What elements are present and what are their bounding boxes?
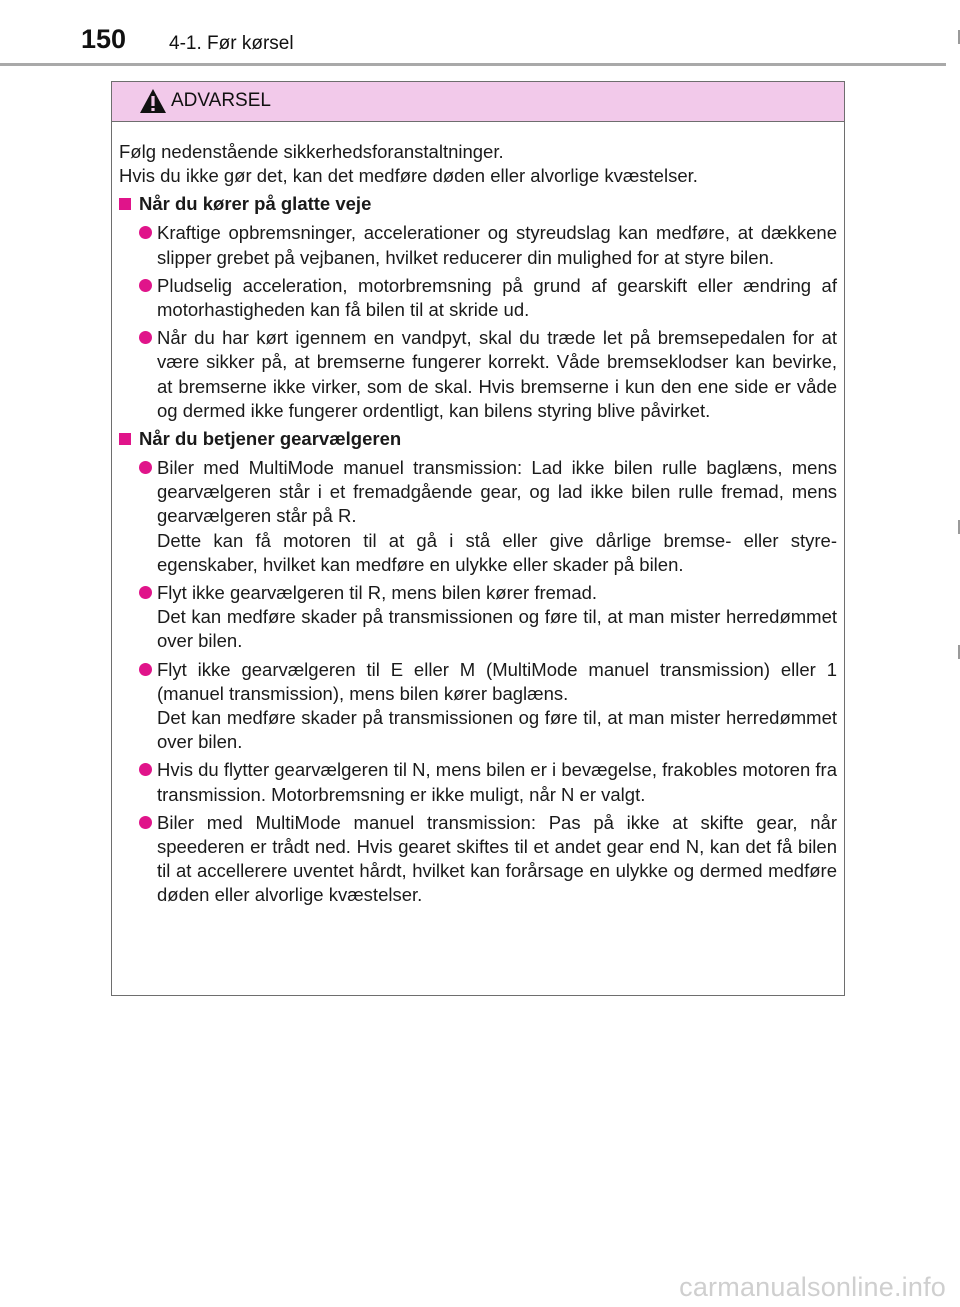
- circle-bullet-icon: [139, 663, 152, 676]
- list-item-text: Det kan medføre skader på transmissionen og føre til, at man mister herredømmet over bilen.: [157, 606, 837, 652]
- square-bullet-icon: [119, 198, 131, 210]
- warning-body: [119, 140, 837, 908]
- intro-text: Følg nedenstående sikkerhedsforanstaltninger.: [119, 141, 504, 162]
- section-heading-text: Når du betjener gearvælgeren: [139, 428, 402, 450]
- square-bullet-icon: [119, 433, 131, 445]
- list-item-text: Hvis du flytter gearvælgeren til N, mens bilen er i bevægelse, frakobles motoren fra transmission. Motorbremsning er ikke muligt, når N er valgt.: [157, 759, 837, 805]
- list-item-text: Pludselig acceleration, motorbremsning på grund af gearskift eller ændring af motorhastigheden kan få bilen til at skride ud.: [157, 274, 837, 321]
- list-item: [119, 456, 837, 577]
- list-item: [119, 221, 837, 269]
- section-title: 4-1. Før kørsel: [169, 33, 294, 54]
- list-item-text: Flyt ikke gearvælgeren til R, mens bilen kører fremad.: [157, 582, 598, 604]
- circle-bullet-icon: [139, 331, 152, 344]
- list-item: [119, 274, 837, 322]
- list-item-text: Dette kan få motoren til at gå i stå eller give dårlige bremse- eller styre-egenskaber, hvilket kan medføre en ulykke eller skader på bilen.: [157, 529, 837, 575]
- list-item-text: Biler med MultiMode manuel transmission: Lad ikke bilen rulle baglæns, mens gearvælgeren står i et fremadgående gear, og lad ikke bilen rulle fremad, mens gearvælgeren står på R.: [157, 457, 837, 527]
- circle-bullet-icon: [139, 226, 152, 239]
- list-item: [119, 581, 837, 654]
- intro-text: Hvis du ikke gør det, kan det medføre døden eller alvorlige kvæstelser.: [119, 165, 698, 187]
- page-number: 150: [81, 24, 127, 54]
- list-item-text: Når du har kørt igennem en vandpyt, skal du træde let på bremsepedalen for at være sikker på, at bremserne fungerer korrekt. Våde bremseklodser kan bevirke, at bremserne ikke virker, som de skal. Hvis bremserne i kun den ene side er våde og dermed ikke fungerer ordentligt, kan bilens styring blive påvirket.: [157, 327, 837, 421]
- list-item-text: Det kan medføre skader på transmissionen og føre til, at man mister herredømmet over bilen.: [157, 707, 837, 753]
- section-heading: [119, 191, 837, 217]
- watermark: carmanualsonline.info: [679, 1272, 946, 1302]
- list-item: [119, 811, 837, 908]
- circle-bullet-icon: [139, 816, 152, 829]
- list-item-text: Flyt ikke gearvælgeren til E eller M (MultiMode manuel transmission) eller 1 (manuel transmission), mens bilen kører baglæns.: [157, 658, 837, 704]
- warning-header: [112, 82, 844, 122]
- list-item-text: Biler med MultiMode manuel transmission: Pas på ikke at skifte gear, når speederen er trådt ned. Hvis gearet skiftes til et andet gear end N, kan det få bilen til at accellerere uventet hårdt, hvilket kan forårsage en ulykke og dermed medføre døden eller alvorlige kvæstelser.: [157, 811, 837, 906]
- section-heading-text: Når du kører på glatte veje: [139, 193, 372, 215]
- warning-label: ADVARSEL: [171, 90, 271, 111]
- list-item: [119, 658, 837, 755]
- list-item: [119, 326, 837, 423]
- section-heading: [119, 426, 837, 452]
- list-item-text: Kraftige opbremsninger, accelerationer og styreudslag kan medføre, at dækkene slipper grebet på vejbanen, hvilket reducerer din mulighed for at styre bilen.: [157, 222, 837, 268]
- warning-box: [111, 81, 845, 996]
- page-header: [0, 0, 960, 66]
- circle-bullet-icon: [139, 279, 152, 292]
- warning-triangle-icon: [139, 88, 167, 114]
- circle-bullet-icon: [139, 461, 152, 474]
- circle-bullet-icon: [139, 586, 152, 599]
- circle-bullet-icon: [139, 763, 152, 776]
- list-item: [119, 758, 837, 806]
- header-divider: [0, 63, 946, 66]
